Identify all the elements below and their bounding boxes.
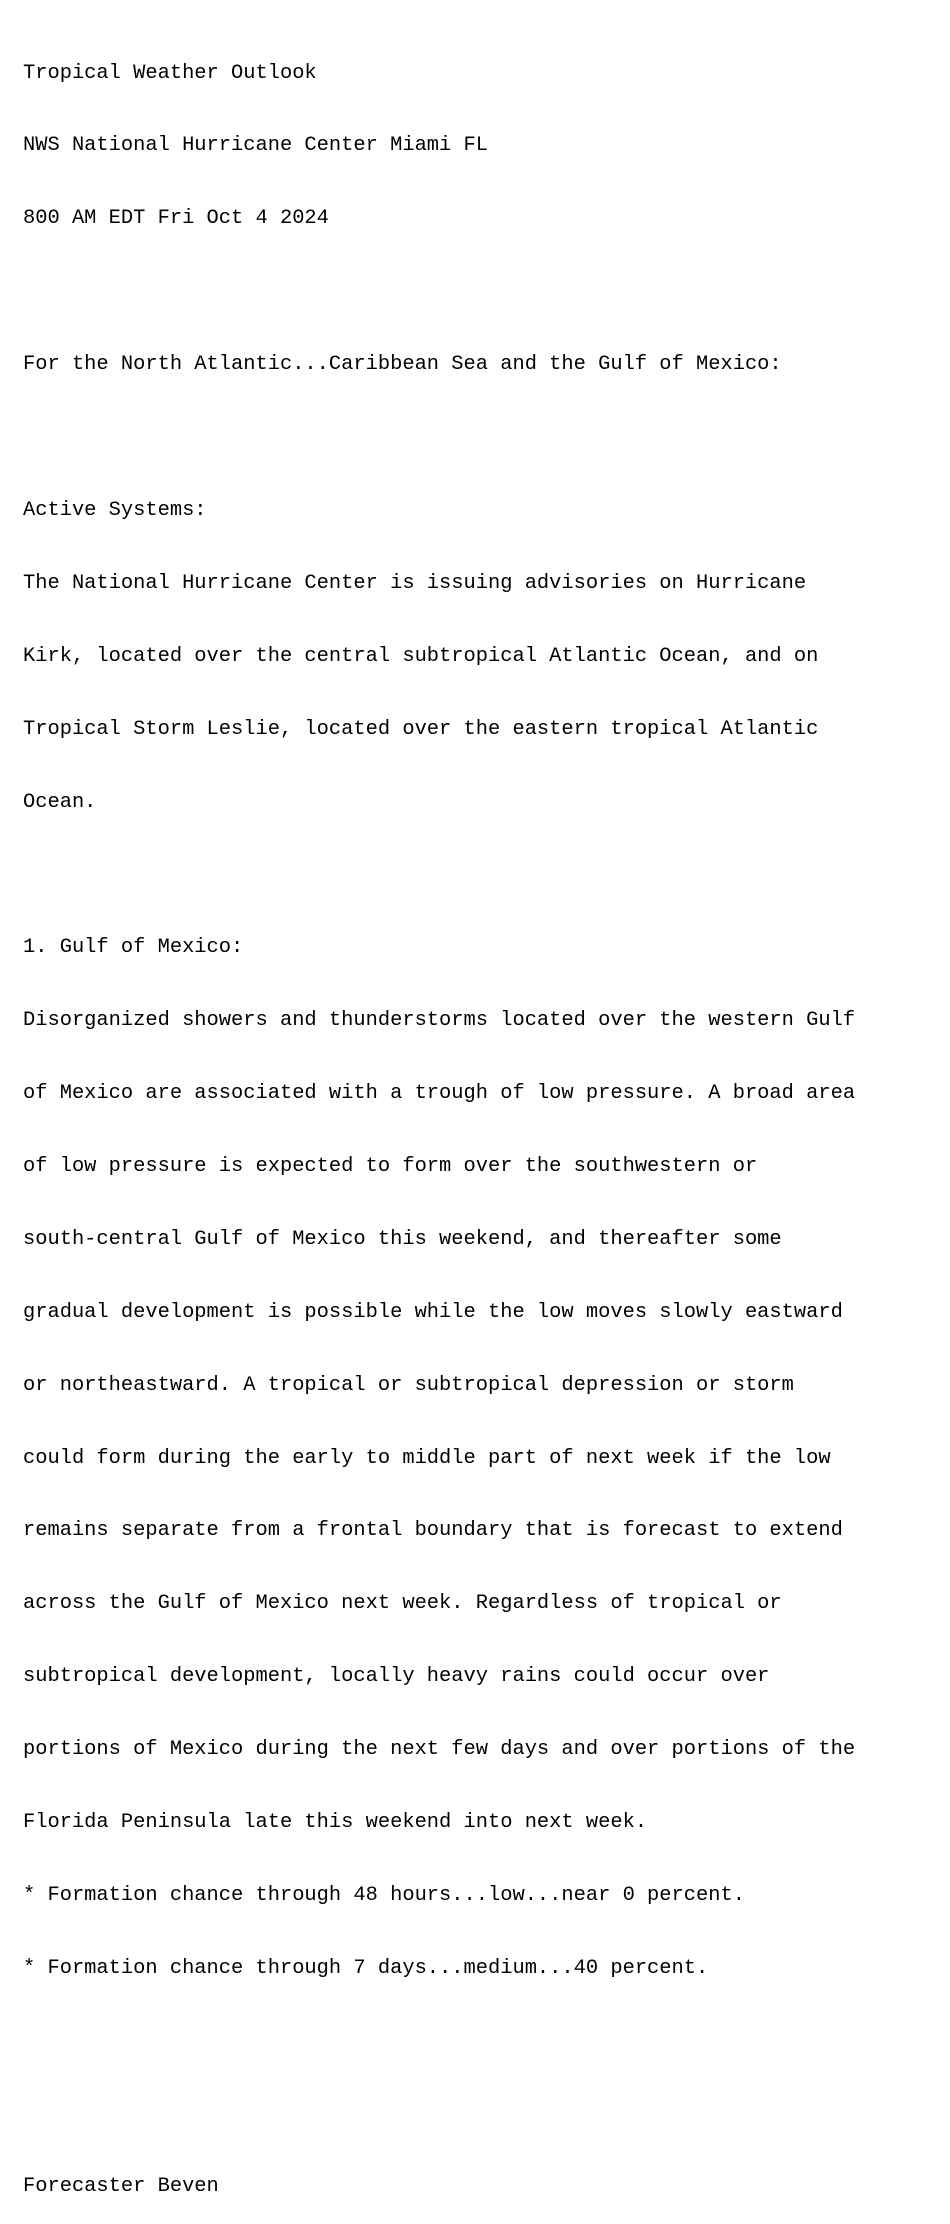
active-systems-line: Kirk, located over the central subtropical Atlantic Ocean, and on	[23, 644, 819, 668]
spacer	[23, 863, 855, 887]
outlook-item-line: of low pressure is expected to form over the southwestern or	[23, 1154, 758, 1178]
outlook-item-line: gradual development is possible while the low moves slowly eastward	[23, 1300, 843, 1324]
spacer	[23, 2030, 855, 2054]
outlook-item-heading: 1. Gulf of Mexico:	[23, 936, 244, 960]
outlook-item-line: of Mexico are associated with a trough of low pressure. A broad area	[23, 1082, 856, 1106]
outlook-item-line: remains separate from a frontal boundary that is forecast to extend	[23, 1519, 843, 1543]
outlook-item-line: Disorganized showers and thunderstorms located over the western Gulf	[23, 1009, 856, 1033]
outlook-item-line: across the Gulf of Mexico next week. Regardless of tropical or	[23, 1592, 782, 1616]
formation-chance-48h: * Formation chance through 48 hours...low...near 0 percent.	[23, 1883, 745, 1907]
outlook-item-line: could form during the early to middle part of next week if the low	[23, 1446, 831, 1470]
active-systems-line: Ocean.	[23, 790, 97, 814]
issue-time: 800 AM EDT Fri Oct 4 2024	[23, 207, 329, 231]
product-title: Tropical Weather Outlook	[23, 61, 317, 85]
outlook-item-line: or northeastward. A tropical or subtropical depression or storm	[23, 1373, 794, 1397]
outlook-item-line: portions of Mexico during the next few days and over portions of the	[23, 1738, 856, 1762]
active-systems-line: The National Hurricane Center is issuing advisories on Hurricane	[23, 571, 807, 595]
outlook-scope: For the North Atlantic...Caribbean Sea and the Gulf of Mexico:	[23, 353, 782, 377]
spacer	[23, 2103, 855, 2127]
issuing-office: NWS National Hurricane Center Miami FL	[23, 134, 488, 158]
outlook-item-line: subtropical development, locally heavy rains could occur over	[23, 1665, 770, 1689]
forecaster-signature: Forecaster Beven	[23, 2175, 219, 2199]
outlook-item-line: Florida Peninsula late this weekend into next week.	[23, 1810, 648, 1834]
active-systems-line: Tropical Storm Leslie, located over the eastern tropical Atlantic	[23, 717, 819, 741]
spacer	[23, 426, 855, 450]
outlook-document	[23, 13, 855, 2224]
outlook-item-line: south-central Gulf of Mexico this weekend, and thereafter some	[23, 1227, 782, 1251]
active-systems-heading: Active Systems:	[23, 498, 207, 522]
spacer	[23, 280, 855, 304]
formation-chance-7d: * Formation chance through 7 days...medium...40 percent.	[23, 1956, 709, 1980]
